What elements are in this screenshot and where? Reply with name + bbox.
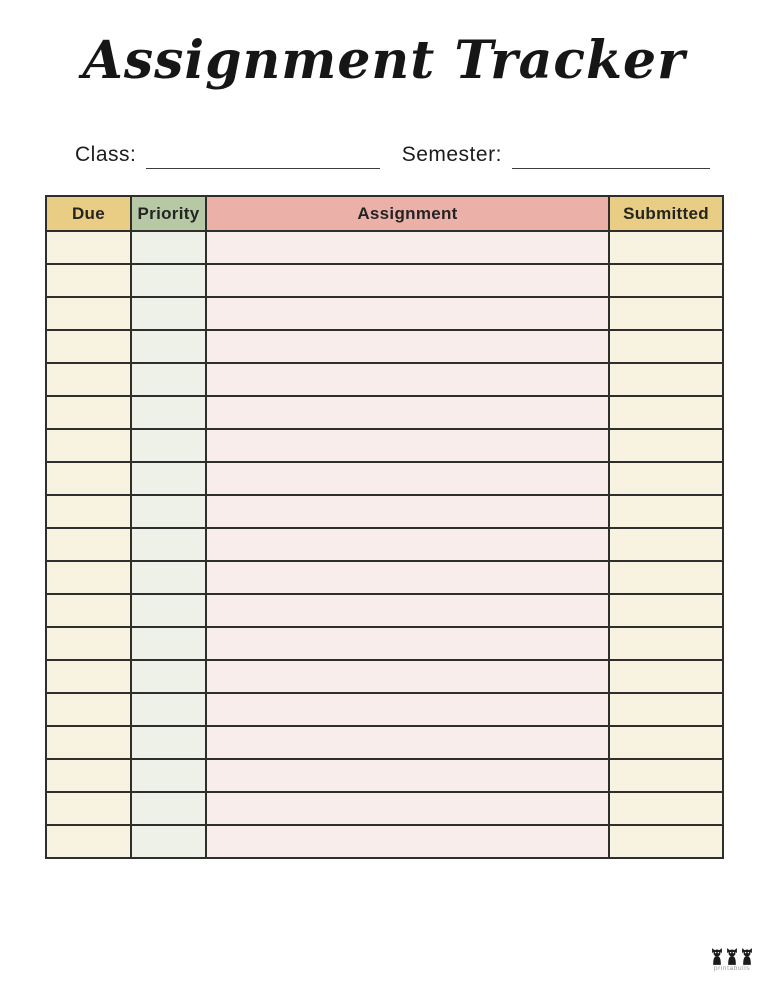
table-row bbox=[46, 594, 723, 627]
cell-submitted[interactable] bbox=[609, 693, 723, 726]
cell-due[interactable] bbox=[46, 297, 131, 330]
cell-due[interactable] bbox=[46, 330, 131, 363]
table-row bbox=[46, 231, 723, 264]
table-row bbox=[46, 528, 723, 561]
cell-due[interactable] bbox=[46, 594, 131, 627]
cell-assignment[interactable] bbox=[206, 429, 609, 462]
cell-due[interactable] bbox=[46, 528, 131, 561]
cell-assignment[interactable] bbox=[206, 231, 609, 264]
dog-icon bbox=[740, 948, 754, 965]
cell-due[interactable] bbox=[46, 462, 131, 495]
cell-assignment[interactable] bbox=[206, 627, 609, 660]
cell-assignment[interactable] bbox=[206, 726, 609, 759]
cell-submitted[interactable] bbox=[609, 627, 723, 660]
cell-due[interactable] bbox=[46, 264, 131, 297]
logo-text: printabulls bbox=[713, 965, 751, 972]
cell-due[interactable] bbox=[46, 231, 131, 264]
cell-priority[interactable] bbox=[131, 792, 206, 825]
cell-submitted[interactable] bbox=[609, 528, 723, 561]
cell-submitted[interactable] bbox=[609, 759, 723, 792]
cell-priority[interactable] bbox=[131, 231, 206, 264]
class-semester-row bbox=[75, 143, 710, 169]
cell-assignment[interactable] bbox=[206, 264, 609, 297]
table-row bbox=[46, 693, 723, 726]
table-row bbox=[46, 264, 723, 297]
cell-assignment[interactable] bbox=[206, 825, 609, 858]
assignment-tracker-table bbox=[45, 195, 724, 859]
cell-due[interactable] bbox=[46, 693, 131, 726]
cell-assignment[interactable] bbox=[206, 561, 609, 594]
semester-label: Semester: bbox=[401, 143, 502, 166]
cell-due[interactable] bbox=[46, 660, 131, 693]
table-body bbox=[46, 231, 723, 858]
table-row bbox=[46, 363, 723, 396]
column-header-assignment: Assignment bbox=[206, 196, 609, 231]
cell-assignment[interactable] bbox=[206, 660, 609, 693]
table-row bbox=[46, 825, 723, 858]
cell-due[interactable] bbox=[46, 429, 131, 462]
table-row bbox=[46, 627, 723, 660]
table-row bbox=[46, 561, 723, 594]
dog-icon bbox=[725, 948, 739, 965]
table-row bbox=[46, 495, 723, 528]
cell-priority[interactable] bbox=[131, 264, 206, 297]
cell-priority[interactable] bbox=[131, 825, 206, 858]
cell-assignment[interactable] bbox=[206, 792, 609, 825]
cell-submitted[interactable] bbox=[609, 297, 723, 330]
column-header-submitted: Submitted bbox=[609, 196, 723, 231]
cell-priority[interactable] bbox=[131, 462, 206, 495]
logo-dog-icons bbox=[706, 948, 758, 965]
cell-priority[interactable] bbox=[131, 660, 206, 693]
cell-due[interactable] bbox=[46, 825, 131, 858]
column-header-priority: Priority bbox=[131, 196, 206, 231]
cell-submitted[interactable] bbox=[609, 726, 723, 759]
cell-due[interactable] bbox=[46, 627, 131, 660]
cell-assignment[interactable] bbox=[206, 396, 609, 429]
cell-assignment[interactable] bbox=[206, 297, 609, 330]
cell-submitted[interactable] bbox=[609, 429, 723, 462]
cell-due[interactable] bbox=[46, 792, 131, 825]
cell-submitted[interactable] bbox=[609, 495, 723, 528]
cell-submitted[interactable] bbox=[609, 462, 723, 495]
cell-due[interactable] bbox=[46, 495, 131, 528]
table-row bbox=[46, 759, 723, 792]
cell-due[interactable] bbox=[46, 759, 131, 792]
cell-priority[interactable] bbox=[131, 561, 206, 594]
cell-assignment[interactable] bbox=[206, 693, 609, 726]
cell-priority[interactable] bbox=[131, 528, 206, 561]
class-field-line[interactable] bbox=[146, 145, 379, 169]
cell-priority[interactable] bbox=[131, 396, 206, 429]
cell-submitted[interactable] bbox=[609, 660, 723, 693]
cell-submitted[interactable] bbox=[609, 330, 723, 363]
cell-priority[interactable] bbox=[131, 429, 206, 462]
table-row bbox=[46, 429, 723, 462]
table-row bbox=[46, 297, 723, 330]
cell-priority[interactable] bbox=[131, 594, 206, 627]
table-row bbox=[46, 330, 723, 363]
cell-priority[interactable] bbox=[131, 330, 206, 363]
cell-priority[interactable] bbox=[131, 297, 206, 330]
class-label: Class: bbox=[75, 143, 137, 166]
printabulls-logo bbox=[706, 948, 758, 972]
page-title: Assignment Tracker bbox=[82, 30, 686, 91]
cell-priority[interactable] bbox=[131, 495, 206, 528]
cell-priority[interactable] bbox=[131, 693, 206, 726]
cell-submitted[interactable] bbox=[609, 363, 723, 396]
cell-submitted[interactable] bbox=[609, 825, 723, 858]
cell-assignment[interactable] bbox=[206, 594, 609, 627]
table-row bbox=[46, 462, 723, 495]
cell-submitted[interactable] bbox=[609, 264, 723, 297]
cell-priority[interactable] bbox=[131, 759, 206, 792]
cell-assignment[interactable] bbox=[206, 495, 609, 528]
cell-priority[interactable] bbox=[131, 627, 206, 660]
table-row bbox=[46, 726, 723, 759]
cell-assignment[interactable] bbox=[206, 462, 609, 495]
cell-submitted[interactable] bbox=[609, 594, 723, 627]
table-header-row bbox=[46, 196, 723, 231]
cell-submitted[interactable] bbox=[609, 792, 723, 825]
cell-submitted[interactable] bbox=[609, 396, 723, 429]
semester-field-line[interactable] bbox=[512, 145, 710, 169]
cell-assignment[interactable] bbox=[206, 759, 609, 792]
table-row bbox=[46, 396, 723, 429]
cell-due[interactable] bbox=[46, 363, 131, 396]
column-header-due: Due bbox=[46, 196, 131, 231]
cell-submitted[interactable] bbox=[609, 561, 723, 594]
cell-due[interactable] bbox=[46, 726, 131, 759]
cell-due[interactable] bbox=[46, 396, 131, 429]
cell-assignment[interactable] bbox=[206, 363, 609, 396]
cell-submitted[interactable] bbox=[609, 231, 723, 264]
dog-icon bbox=[710, 948, 724, 965]
cell-assignment[interactable] bbox=[206, 528, 609, 561]
cell-priority[interactable] bbox=[131, 726, 206, 759]
cell-due[interactable] bbox=[46, 561, 131, 594]
table-row bbox=[46, 660, 723, 693]
cell-priority[interactable] bbox=[131, 363, 206, 396]
cell-assignment[interactable] bbox=[206, 330, 609, 363]
table-row bbox=[46, 792, 723, 825]
